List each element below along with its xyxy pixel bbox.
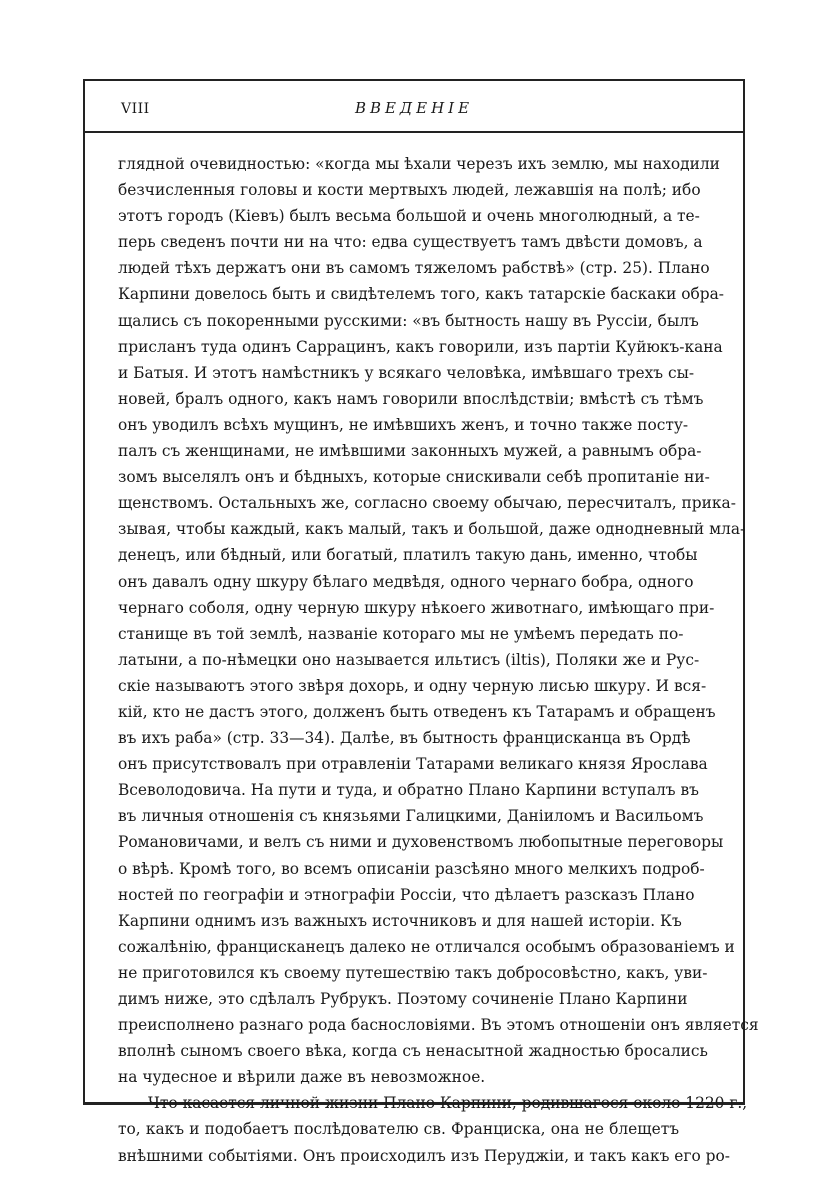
text-line: на чудесное и вѣрили даже въ невозможное.	[118, 1068, 486, 1087]
text-line: ностей по географіи и этнографіи Россіи, что дѣлаетъ разсказъ Плано	[118, 885, 695, 904]
text-line: присланъ туда одинъ Саррацинъ, какъ говорили, изъ партіи Куйюкъ-кана	[118, 337, 723, 356]
text-line: вполнѣ сыномъ своего вѣка, когда съ ненасытной жадностью бросались	[118, 1042, 708, 1061]
text-line: зомъ выселялъ онъ и бѣдныхъ, которые снискивали себѣ пропитаніе ни-	[118, 468, 710, 487]
paragraph-2	[118, 1090, 748, 1168]
text-line: чернаго соболя, одну черную шкуру нѣкоего животнаго, имѣющаго при-	[118, 598, 715, 617]
text-line: Всеволодовича. На пути и туда, и обратно Плано Карпини вступалъ въ	[118, 781, 699, 800]
page-frame	[83, 79, 759, 1165]
text-line: то, какъ и подобаетъ послѣдователю св. Франциска, она не блещетъ	[118, 1120, 679, 1139]
text-line: не приготовился къ своему путешествію такъ добросовѣстно, какъ, уви-	[118, 963, 708, 982]
text-line: и Батыя. И этотъ намѣстникъ у всякаго человѣка, имѣвшаго трехъ сы-	[118, 363, 695, 382]
body-text	[118, 151, 759, 1169]
text-line: скіе называютъ этого звѣря дохорь, и одну черную лисью шкуру. И вся-	[118, 676, 707, 695]
text-line: этотъ городъ (Кіевъ) былъ весьма большой и очень многолюдный, а те-	[118, 207, 700, 226]
text-line: щались съ покоренными русскими: «въ бытность нашу въ Руссіи, былъ	[118, 311, 699, 330]
text-line: Карпини довелось быть и свидѣтелемъ того, какъ татарскіе баскаки обра-	[118, 285, 724, 304]
text-line: Что касается личной жизни Плано Карпини, родившагося около 1220 г.,	[148, 1094, 748, 1113]
text-line: Романовичами, и велъ съ ними и духовенствомъ любопытные переговоры	[118, 833, 724, 852]
text-line: димъ ниже, это сдѣлалъ Рубрукъ. Поэтому сочиненіе Плано Карпини	[118, 990, 688, 1008]
text-line: новей, бралъ одного, какъ намъ говорили впослѣдствіи; вмѣстѣ съ тѣмъ	[118, 389, 704, 408]
text-line: сожалѣнію, францисканецъ далеко не отличался особымъ образованіемъ и	[118, 937, 735, 956]
text-line: людей тѣхъ держатъ они въ самомъ тяжеломъ рабствѣ» (стр. 25). Плано	[118, 259, 710, 278]
text-line: щенствомъ. Остальныхъ же, согласно своему обычаю, пересчиталъ, прика-	[118, 494, 736, 513]
text-line: латыни, а по-нѣмецки оно называется ильтисъ (iltis), Поляки же и Рус-	[118, 650, 700, 669]
text-line: зывая, чтобы каждый, какъ малый, такъ и большой, даже однодневный мла-	[118, 520, 746, 539]
text-line: онъ давалъ одну шкуру бѣлаго медвѣдя, одного чернаго бобра, одного	[118, 572, 694, 591]
text-line: въ ихъ раба» (стр. 33—34). Далѣе, въ бытность францисканца въ Ордѣ	[118, 729, 691, 748]
text-line: денецъ, или бѣдный, или богатый, платилъ такую дань, именно, чтобы	[118, 546, 698, 565]
text-line: глядной очевидностью: «когда мы ѣхали черезъ ихъ землю, мы находили	[118, 155, 720, 173]
page-number: VIII	[121, 101, 150, 117]
text-line: перь сведенъ почти ни на что: едва существуетъ тамъ двѣсти домовъ, а	[118, 233, 703, 252]
text-line: станище въ той землѣ, названіе котораго мы не умѣемъ передать по-	[118, 624, 684, 643]
text-line: внѣшними событіями. Онъ происходилъ изъ Перуджіи, и такъ какъ его ро-	[118, 1146, 730, 1165]
text-line: въ личныя отношенія съ князьями Галицкими, Даніиломъ и Васильомъ	[118, 807, 704, 826]
text-line: палъ съ женщинами, не имѣвшими законныхъ мужей, а равнымъ обра-	[118, 442, 702, 461]
running-title: ВВЕДЕНІЕ	[354, 99, 474, 117]
text-line: кій, кто не дастъ этого, долженъ быть отведенъ къ Татарамъ и обращенъ	[118, 702, 716, 721]
paragraph-1	[118, 151, 759, 1090]
text-line: онъ уводилъ всѣхъ мущинъ, не имѣвшихъ женъ, и точно также посту-	[118, 415, 689, 434]
text-line: о вѣрѣ. Кромѣ того, во всемъ описаніи разсѣяно много мелкихъ подроб-	[118, 859, 705, 878]
text-line: безчисленныя головы и кости мертвыхъ людей, лежавшія на полѣ; ибо	[118, 181, 701, 200]
text-line: онъ присутствовалъ при отравленіи Татарами великаго князя Ярослава	[118, 755, 708, 774]
page-header	[85, 81, 743, 133]
text-line: преисполнено разнаго рода баснословіями. Въ этомъ отношеніи онъ является	[118, 1016, 759, 1035]
text-line: Карпини однимъ изъ важныхъ источниковъ и для нашей исторіи. Къ	[118, 911, 682, 930]
